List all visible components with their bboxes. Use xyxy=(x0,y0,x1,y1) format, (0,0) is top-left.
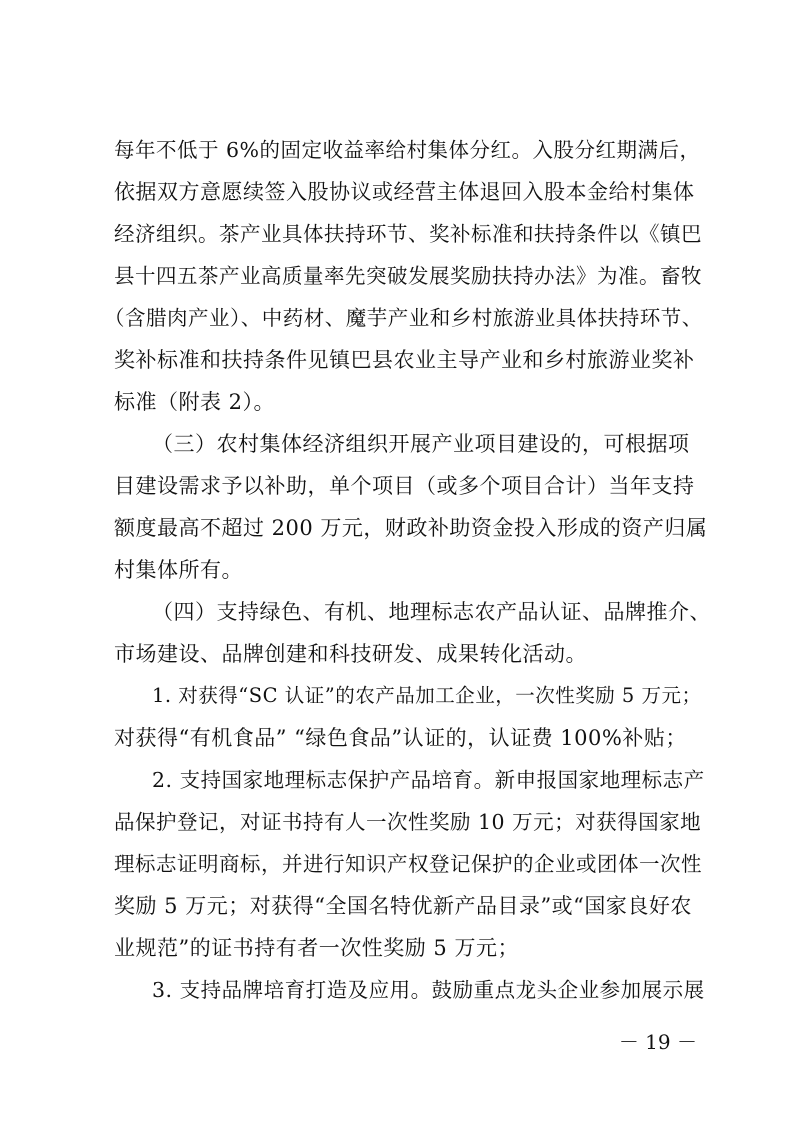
text-line: 每年不低于 6%的固定收益率给村集体分红。入股分红期满后， xyxy=(114,138,701,162)
text-line: 村集体所有。 xyxy=(114,558,243,582)
text-line: （含腊肉产业）、中药材、魔芋产业和乡村旅游业具体扶持环节、 xyxy=(104,306,703,330)
text-line: 县十四五茶产业高质量率先突破发展奖励扶持办法》为准。畜牧 xyxy=(114,264,702,288)
text-line: 业规范”的证书持有者一次性奖励 5 万元； xyxy=(114,936,519,960)
text-line: 对获得“有机食品” “绿色食品”认证的，认证费 100%补贴； xyxy=(114,726,687,750)
page-number: － 19 － xyxy=(618,1030,697,1054)
text-line: 3. 支持品牌培育打造及应用。鼓励重点龙头企业参加展示展 xyxy=(152,978,705,1002)
text-line: （三）农村集体经济组织开展产业项目建设的，可根据项 xyxy=(152,432,690,456)
text-line: 品保护登记，对证书持有人一次性奖励 10 万元；对获得国家地 xyxy=(114,810,702,834)
text-line: 额度最高不超过 200 万元，财政补助资金投入形成的资产归属 xyxy=(114,516,708,540)
text-line: 标准（附表 2）。 xyxy=(114,390,276,414)
text-line: 1. 对获得“SC 认证”的农产品加工企业，一次性奖励 5 万元； xyxy=(152,684,702,707)
text-line: 目建设需求予以补助，单个项目（或多个项目合计）当年支持 xyxy=(114,474,695,498)
text-line: 奖补标准和扶持条件见镇巴县农业主导产业和乡村旅游业奖补 xyxy=(114,348,695,372)
text-line: （四）支持绿色、有机、地理标志农产品认证、品牌推介、 xyxy=(152,600,711,624)
text-line: 经济组织。茶产业具体扶持环节、奖补标准和扶持条件以《镇巴 xyxy=(114,222,702,246)
text-line: 理标志证明商标，并进行知识产权登记保护的企业或团体一次性 xyxy=(114,852,702,876)
text-line: 2. 支持国家地理标志保护产品培育。新申报国家地理标志产 xyxy=(152,768,705,792)
text-line: 奖励 5 万元；对获得“全国名特优新产品目录”或“国家良好农 xyxy=(114,894,692,918)
text-line: 市场建设、品牌创建和科技研发、成果转化活动。 xyxy=(114,642,587,666)
text-line: 依据双方意愿续签入股协议或经营主体退回入股本金给村集体 xyxy=(114,180,695,204)
